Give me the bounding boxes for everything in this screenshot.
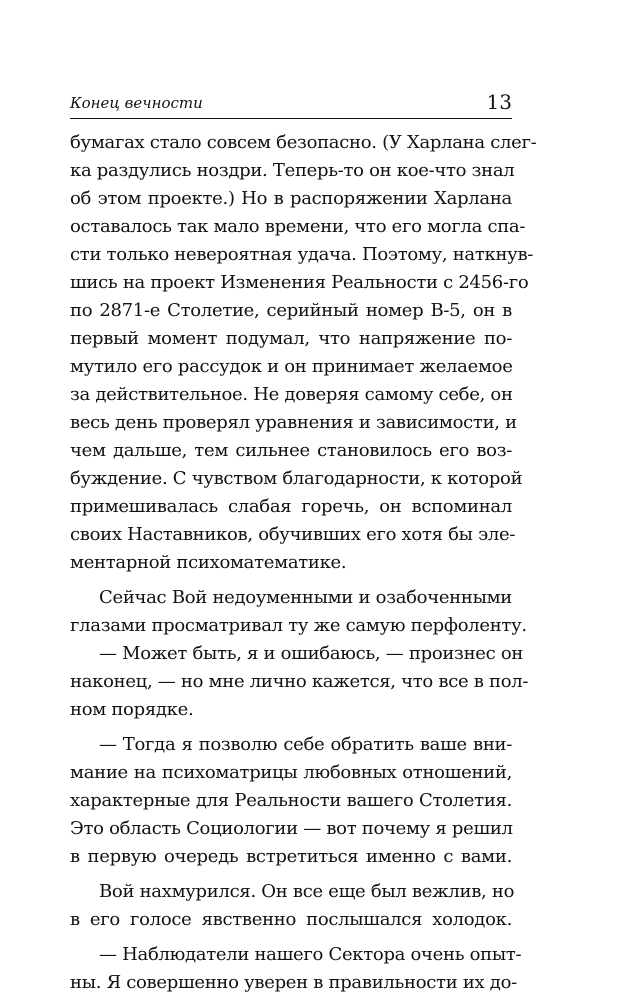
text-line: бумагах стало совсем безопасно. (У Харлана слег- xyxy=(70,132,537,153)
text-line: наконец, — но мне лично кажется, что все в пол- xyxy=(70,671,529,692)
text-line: глазами просматривал ту же самую перфоленту. xyxy=(70,615,527,636)
header-rule xyxy=(70,118,512,119)
paragraph xyxy=(70,878,515,934)
paragraph xyxy=(70,129,537,577)
text-line: ментарной психоматематике. xyxy=(70,552,347,573)
text-line: об этом проекте.) Но в распоряжении Харлана xyxy=(70,188,512,209)
text-line: своих Наставников, обучивших его хотя бы эле- xyxy=(70,524,516,545)
text-line: — Может быть, я и ошибаюсь, — произнес он xyxy=(99,643,524,664)
text-line: Сейчас Вой недоуменными и озабоченными xyxy=(99,587,512,608)
text-line: весь день проверял уравнения и зависимости, и xyxy=(70,412,517,433)
paragraph xyxy=(70,584,529,724)
text-line: шись на проект Изменения Реальности с 2456-го xyxy=(70,272,529,293)
text-line: Вой нахмурился. Он все еще был вежлив, но xyxy=(99,881,515,902)
page-number: 13 xyxy=(486,90,512,114)
text-line: за действительное. Не доверяя самому себе, он xyxy=(70,384,513,405)
text-line: буждение. С чувством благодарности, к которой xyxy=(70,468,523,489)
text-line: оставалось так мало времени, что его могла спа- xyxy=(70,216,526,237)
paragraph xyxy=(70,941,522,997)
text-line: сти только невероятная удача. Поэтому, наткнув- xyxy=(70,244,534,265)
text-line: Это область Социологии — вот почему я решил xyxy=(70,818,513,839)
text-line: чем дальше, тем сильнее становилось его воз- xyxy=(70,440,512,461)
text-line: мание на психоматрицы любовных отношений, xyxy=(70,762,512,783)
text-line: первый момент подумал, что напряжение по- xyxy=(70,328,512,349)
text-line: ном порядке. xyxy=(70,699,194,720)
text-line: характерные для Реальности вашего Столетия. xyxy=(70,790,512,811)
book-title: Конец вечности xyxy=(70,94,203,112)
text-line: ка раздулись ноздри. Теперь-то он кое-что знал xyxy=(70,160,515,181)
paragraph xyxy=(70,731,512,871)
text-line: мутило его рассудок и он принимает желаемое xyxy=(70,356,513,377)
text-line: — Тогда я позволю себе обратить ваше вни- xyxy=(99,734,512,755)
text-line: — Наблюдатели нашего Сектора очень опыт- xyxy=(99,944,522,965)
body-text xyxy=(70,129,537,997)
text-line: в его голосе явственно послышался холодок. xyxy=(70,909,512,930)
text-line: в первую очередь встретиться именно с вами. xyxy=(70,846,512,867)
text-line: ны. Я совершенно уверен в правильности их до- xyxy=(70,972,517,993)
running-head xyxy=(70,90,512,117)
text-line: по 2871-е Столетие, серийный номер В-5, он в xyxy=(70,300,512,321)
text-line: примешивалась слабая горечь, он вспоминал xyxy=(70,496,512,517)
